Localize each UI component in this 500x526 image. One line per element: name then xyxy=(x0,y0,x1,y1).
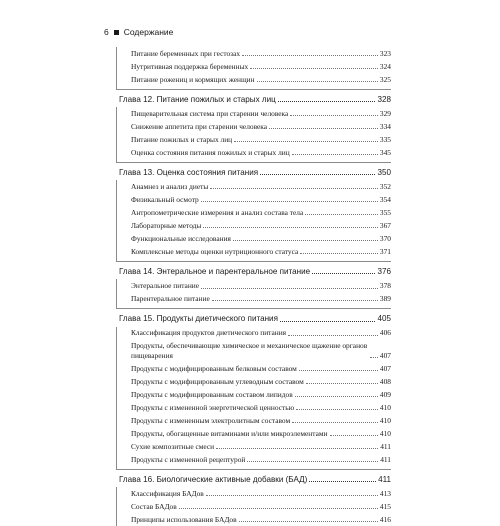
entry-page-number: 389 xyxy=(379,294,391,304)
entry-page-number: 370 xyxy=(379,234,391,244)
entry-page-number: 410 xyxy=(379,415,391,425)
entry-title: Нутритивная поддержка беременных xyxy=(131,61,249,71)
entry-title: Снижение аппетита при старении человека xyxy=(131,122,268,132)
entry-page-number: 408 xyxy=(379,376,391,386)
entry-page-number: 410 xyxy=(379,402,391,412)
toc-entry[interactable] xyxy=(117,440,391,453)
toc-entry[interactable] xyxy=(117,414,391,427)
dot-leader xyxy=(309,481,376,482)
dot-leader xyxy=(260,174,375,175)
dot-leader xyxy=(233,240,378,241)
chapter-heading[interactable] xyxy=(116,261,391,279)
dot-leader xyxy=(312,273,375,274)
dot-leader xyxy=(370,357,378,358)
entry-title: Принципы использования БАДов xyxy=(131,514,237,524)
chapter-heading[interactable] xyxy=(116,89,391,107)
entry-page-number: 411 xyxy=(380,454,391,464)
chapter-title: Глава 14. Энтеральное и парентеральное питание xyxy=(119,267,311,277)
dot-leader xyxy=(330,435,378,436)
entry-title: Состав БАДов xyxy=(131,501,177,511)
entry-page-number: 407 xyxy=(379,350,391,360)
dot-leader xyxy=(292,154,378,155)
entry-title: Комплексные методы оценки нутриционного статуса xyxy=(131,247,299,257)
entry-title: Лабораторные методы xyxy=(131,221,202,231)
entry-page-number: 409 xyxy=(379,389,391,399)
dot-leader xyxy=(299,370,378,371)
dot-leader xyxy=(201,288,378,289)
entry-title: Классификация БАДов xyxy=(131,488,204,498)
entry-page-number: 406 xyxy=(379,328,391,338)
toc-entry[interactable] xyxy=(117,245,391,258)
dot-leader xyxy=(216,448,378,449)
entry-page-number: 367 xyxy=(379,221,391,231)
toc-entry[interactable] xyxy=(117,292,391,305)
entry-title: Питание пожилых и старых лиц xyxy=(131,135,233,145)
toc-entry[interactable] xyxy=(117,193,391,206)
entry-title: Физикальный осмотр xyxy=(131,195,199,205)
toc-entry[interactable] xyxy=(117,327,391,340)
toc-entry[interactable] xyxy=(117,206,391,219)
toc-entry[interactable] xyxy=(117,73,391,86)
entry-title: Питание рожениц и кормящих женщин xyxy=(131,74,255,84)
toc-entry[interactable] xyxy=(117,375,391,388)
dot-leader xyxy=(203,227,378,228)
dot-leader xyxy=(305,214,378,215)
running-header xyxy=(104,27,173,37)
dot-leader xyxy=(278,101,376,102)
dot-leader xyxy=(290,115,378,116)
chapter-page-number: 350 xyxy=(377,168,391,178)
toc-entry[interactable] xyxy=(117,487,391,500)
chapter-title: Глава 15. Продукты диетического питания xyxy=(119,314,278,324)
entry-title: Продукты с модифицированным белковым составом xyxy=(131,363,297,373)
dot-leader xyxy=(280,321,376,322)
toc-entry[interactable] xyxy=(117,146,391,159)
toc-entry[interactable] xyxy=(117,453,391,466)
dot-leader xyxy=(242,55,378,56)
entry-title: Анамнез и анализ диеты xyxy=(131,182,209,192)
toc-entry[interactable] xyxy=(117,279,391,292)
entry-title: Продукты с модифицированным углеводным составом xyxy=(131,376,304,386)
dot-leader xyxy=(179,508,378,509)
dot-leader xyxy=(295,396,378,397)
entry-title: Сухие композитные смеси xyxy=(131,441,215,451)
chapter-heading[interactable] xyxy=(116,162,391,180)
toc-entry[interactable] xyxy=(117,120,391,133)
entry-page-number: 407 xyxy=(379,363,391,373)
entry-title: Парентеральное питание xyxy=(131,294,210,304)
entry-page-number: 354 xyxy=(379,195,391,205)
toc-entry[interactable] xyxy=(117,513,391,526)
entry-title: Продукты с измененным электролитным составом xyxy=(131,415,291,425)
chapter-heading[interactable] xyxy=(116,308,391,326)
entry-page-number: 352 xyxy=(379,182,391,192)
entry-page-number: 329 xyxy=(379,109,391,119)
dot-leader xyxy=(300,253,378,254)
toc-entry[interactable] xyxy=(117,340,391,362)
entry-title: Энтеральное питание xyxy=(131,281,200,291)
dot-leader xyxy=(212,300,378,301)
chapter-title: Глава 12. Питание пожилых и старых лиц xyxy=(119,94,276,104)
entry-title: Функциональные исследования xyxy=(131,234,231,244)
entry-page-number: 325 xyxy=(379,74,391,84)
chapter-title: Глава 16. Биологические активные добавки (БАД) xyxy=(119,474,308,484)
page-number: 6 xyxy=(104,27,109,37)
entry-page-number: 411 xyxy=(380,441,391,451)
toc-entry[interactable] xyxy=(117,133,391,146)
entry-title: Продукты с измененной рецептурой xyxy=(131,454,246,464)
entry-page-number: 378 xyxy=(379,281,391,291)
entry-title: Антропометрические измерения и анализ состава тела xyxy=(131,208,304,218)
toc-entry[interactable] xyxy=(117,60,391,73)
square-bullet-icon xyxy=(114,30,119,35)
toc-entry[interactable] xyxy=(117,47,391,60)
entry-page-number: 345 xyxy=(379,148,391,157)
entry-title: Питание беременных при гестозах xyxy=(131,48,241,58)
toc-entry[interactable] xyxy=(117,219,391,232)
chapter-page-number: 405 xyxy=(377,314,391,324)
entry-page-number: 371 xyxy=(379,247,391,257)
toc-entry[interactable] xyxy=(117,232,391,245)
entry-page-number: 413 xyxy=(379,488,391,498)
dot-leader xyxy=(250,68,378,69)
entry-title: Классификация продуктов диетического питания xyxy=(131,328,287,338)
entry-page-number: 355 xyxy=(379,208,391,218)
entry-title: Продукты, обеспечивающие химическое и механическое щажение органов пищеварения xyxy=(131,341,368,360)
dot-leader xyxy=(257,81,378,82)
entry-title: Оценка состояния питания пожилых и старых лиц xyxy=(131,148,290,157)
dot-leader xyxy=(296,409,378,410)
dot-leader xyxy=(201,201,378,202)
entry-page-number: 416 xyxy=(379,514,391,524)
toc-entry[interactable] xyxy=(117,401,391,414)
entry-page-number: 335 xyxy=(379,135,391,145)
toc-entry[interactable] xyxy=(117,180,391,193)
entry-title: Продукты с модифицированным составом липидов xyxy=(131,389,293,399)
table-of-contents xyxy=(116,47,391,526)
toc-entry[interactable] xyxy=(117,500,391,513)
entry-page-number: 334 xyxy=(379,122,391,132)
toc-entry[interactable] xyxy=(117,362,391,375)
dot-leader xyxy=(269,128,378,129)
entry-title: Продукты, обогащенные витаминами и/или микроэлементами xyxy=(131,428,328,438)
entry-page-number: 410 xyxy=(379,428,391,438)
toc-entry[interactable] xyxy=(117,107,391,120)
chapter-page-number: 328 xyxy=(377,94,391,104)
toc-entry[interactable] xyxy=(117,427,391,440)
dot-leader xyxy=(288,335,378,336)
dot-leader xyxy=(247,461,378,462)
dot-leader xyxy=(206,495,378,496)
dot-leader xyxy=(239,521,378,522)
dot-leader xyxy=(234,141,378,142)
entry-title: Пищеварительная система при старении человека xyxy=(131,109,289,119)
dot-leader xyxy=(306,383,378,384)
entry-page-number: 323 xyxy=(379,48,391,58)
chapter-title: Глава 13. Оценка состояния питания xyxy=(119,168,259,178)
toc-entry[interactable] xyxy=(117,388,391,401)
header-title: Содержание xyxy=(123,27,174,37)
entry-page-number: 415 xyxy=(379,501,391,511)
entry-title: Продукты с измененной энергетической ценностью xyxy=(131,402,295,412)
chapter-page-number: 376 xyxy=(377,267,391,277)
chapter-heading[interactable] xyxy=(116,469,391,487)
chapter-page-number: 411 xyxy=(378,474,391,484)
dot-leader xyxy=(210,188,378,189)
dot-leader xyxy=(292,422,378,423)
entry-page-number: 324 xyxy=(379,61,391,71)
